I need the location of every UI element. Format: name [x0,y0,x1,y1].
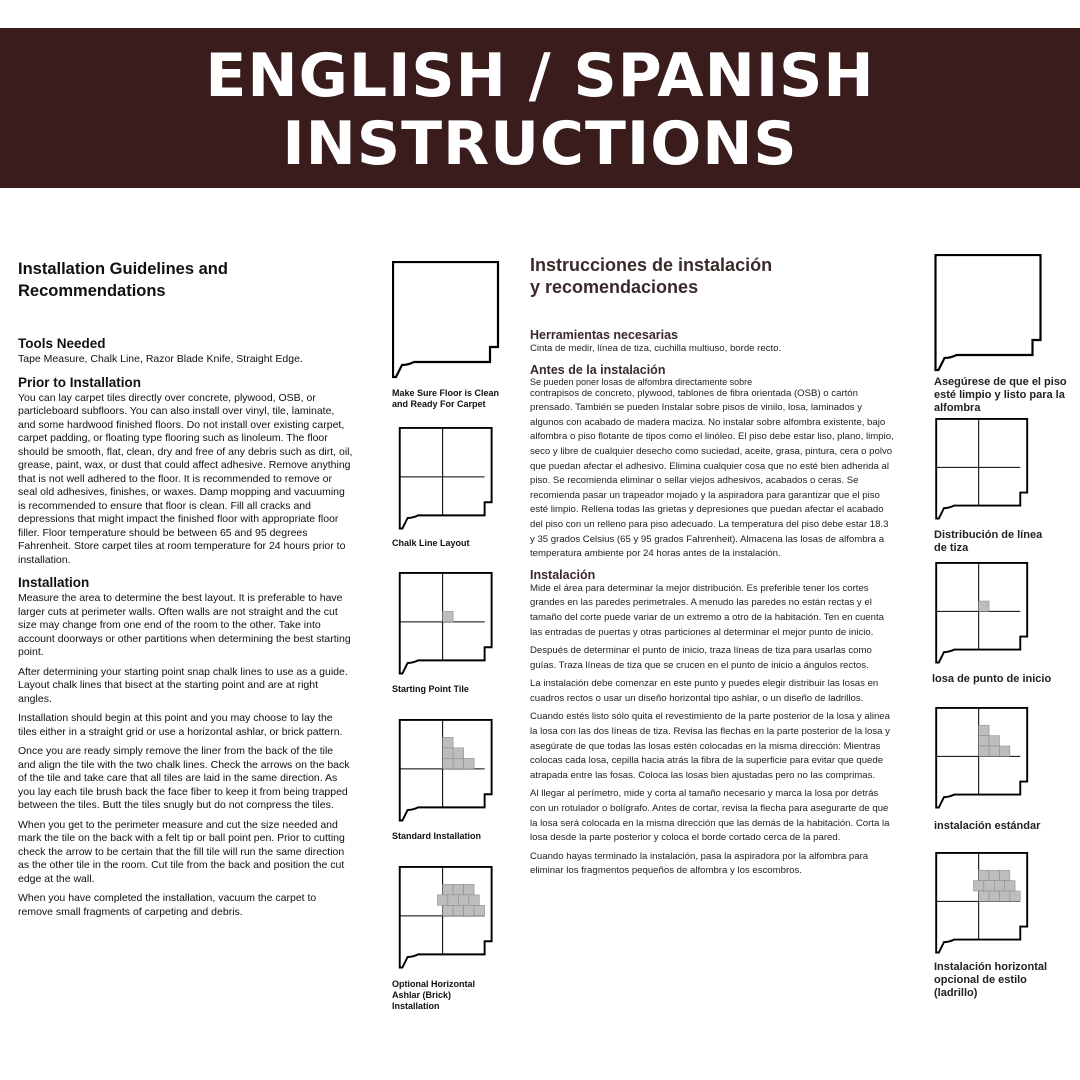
caption-starting-tile-en: Starting Point Tile [392,684,469,694]
herramientas-heading: Herramientas necesarias [530,328,679,342]
caption-ashlar-install-en [392,979,502,1012]
caption-clean-floor-es [934,376,1074,415]
diagram-chalk-line-en [392,427,502,532]
installation-paragraph-1: Measure the area to determine the best layout. It is preferable to have larger cuts at perimeter walls. Often walls are not straight and the cut size may change from one end of the room to the other. Take into account doorways or other partitions when determining the best starting point. [18,592,351,658]
instalacion-paragraph-3: La instalación debe comenzar en este punto y puedes elegir distribuir las losas en cuadros rectos o usar un diseño horizontal tipo ashlar, o un diseño de ladrillos. [530,678,879,704]
caption-clean-floor-es-l2: esté limpio y listo para la [934,389,1065,401]
caption-starting-tile-es: losa de punto de inicio [932,673,1052,685]
caption-ashlar-en-l1: Optional Horizontal [392,979,475,989]
caption-ashlar-en-l2: Ashlar (Brick) [392,990,452,1000]
caption-ashlar-es-l2: opcional de estilo [934,974,1027,986]
caption-clean-floor-es-l1: Asegúrese de que el piso [934,376,1067,388]
caption-chalk-line-es-l2: de tiza [934,542,969,554]
caption-clean-floor-en-l1: Make Sure Floor is Clean [392,388,500,398]
antes-body: contrapisos de concreto, plywood, tablones de fibra orientada (OSB) o cartón prensado. También se pueden Instalar sobre pisos de vinilo, losa, laminados y algunos con acabado de madera maciza. No instalar sobre alfombra existente, bajo alfombra o piso flotante de tipos como el linóleo. El piso debe estar liso, plano, limpio, seco y libre de cualquier desecho como suciedad, aceite, grasa, pintura, cera o polvo que puedan afectar el adhesivo. Elimina cualquier cosa que no esté bien adherida al piso. Se recomienda eliminar o sellar viejos adhesivos, acabados o ceras. Se recomienda pasar un trapeador mojado y la aspiradora para garantizar que el piso esté limpio. Rellena todas las grietas y depresiones que puedan afectar el acabado del piso con un relleno para piso adecuado. La temperatura del piso debe estar 18.3 y 35 grados Celsius (65 y 95 grados Fahrenheit). Almacena las losas de alfombra a temperatura ambiente por 24 horas antes de la instalación. [530,387,894,560]
instalacion-heading: Instalación [530,567,596,582]
spanish-title-line1: Instrucciones de instalación [530,255,773,275]
diagram-ashlar-install-en [392,866,502,971]
installation-paragraph-6: When you have completed the installation, vacuum the carpet to remove small fragments of carpeting and debris. [18,892,317,918]
caption-clean-floor-en-l2: and Ready For Carpet [392,399,486,409]
herramientas-text: Cinta de medir, línea de tiza, cuchilla multiuso, borde recto. [530,343,782,354]
instalacion-paragraph-4: Cuando estés listo sólo quita el revestimiento de la parte posterior de la losa y alinea la losa con las dos líneas de tiza. Revisa las flechas en la parte posterior de la losa y asegúrate de que todas las losas estén colocadas en la misma dirección: Mientras colocas cada losa, cepilla hacia atrás la fibra de la superficie para evitar que quede atrapada entre las fosas. Coloca las losas bien ajustadas pero no las comprimas. [530,711,890,781]
caption-ashlar-es-l3: (ladrillo) [934,987,978,999]
installation-paragraph-2: After determining your starting point snap chalk lines to use as a guide. Layout chalk lines that bisect at the starting point and are at right angles. [18,665,348,705]
tools-text: Tape Measure, Chalk Line, Razor Blade Knife, Straight Edge. [18,353,303,365]
caption-standard-install-en: Standard Installation [392,831,482,841]
caption-chalk-line-es [934,529,1074,555]
caption-clean-floor-es-l3: alfombra [934,402,981,414]
spanish-title-line2: y recomendaciones [530,277,699,297]
english-title [18,258,353,302]
english-title-line1: Installation Guidelines and [18,260,228,278]
diagram-clean-floor-es [932,254,1047,374]
banner-title-line2: INSTRUCTIONS [282,109,798,179]
diagram-chalk-line-es [932,418,1034,522]
diagram-starting-tile-en [392,572,502,677]
caption-chalk-line-en: Chalk Line Layout [392,538,470,548]
antes-text [530,377,895,562]
installation-heading: Installation [18,575,90,590]
instalacion-paragraph-1: Mide el área para determinar la mejor distribución. Es preferible tener los cortes grandes en las paredes perimetrales. A menudo las paredes no están rectas y el tamaño del corte puede variar de un extremo a otro de la habitación. Ten en cuenta las entradas de puertas y otras particiones al determinar el mejor punto de inicio. [530,582,884,638]
caption-clean-floor-en [392,388,502,410]
antes-heading: Antes de la instalación [530,362,666,377]
diagram-clean-floor-en [392,261,502,381]
instalacion-paragraph-5: Al llegar al perímetro, mide y corta al tamaño necesario y marca la losa por detrás con un rotulador o bolígrafo. Antes de cortar, revisa la flecha para asegurarte de que la losa será colocada en la misma dirección que las demás de la habitación. Corta la losa desde la parte posterior y coloca el borde cortado cerca de la pared. [530,788,890,844]
installation-paragraph-5: When you get to the perimeter measure and cut the size needed and mark the tile on the back with a felt tip or ball point pen. Prior to cutting check the arrow to be certain that the fill tile will run the same direction as the other tile in the room. Cut tile from the back and position the cut edge at the wall. [18,818,345,885]
caption-standard-install-es: instalación estándar [934,820,1041,832]
english-title-line2: Recommendations [18,282,166,300]
installation-paragraph-3: Installation should begin at this point and you may choose to lay the tiles either in a straight grid or use a horizontal ashlar, or brick pattern. [18,712,343,738]
english-instructions [18,258,353,925]
instalacion-paragraph-2: Después de determinar el punto de inicio, traza líneas de tiza para usarlas como guías. Traza líneas de tiza que se crucen en el punto de inicio a ángulos rectos. [530,645,872,671]
caption-ashlar-es-l1: Instalación horizontal [934,961,1048,973]
diagram-standard-install-es [932,707,1034,811]
diagram-ashlar-install-es [932,852,1034,956]
instalacion-paragraph-6: Cuando hayas terminado la instalación, pasa la aspiradora por la alfombra para eliminar los fragmentos pequeños de alfombra y los escombros. [530,850,869,877]
diagram-starting-tile-es [932,562,1034,666]
diagram-standard-install-en [392,719,502,824]
spanish-title [530,254,895,298]
prior-heading: Prior to Installation [18,374,142,390]
caption-chalk-line-es-l1: Distribución de línea [934,529,1043,541]
tools-heading: Tools Needed [18,336,106,351]
prior-text: You can lay carpet tiles directly over concrete, plywood, OSB, or particleboard subfloors. You can also install over vinyl, tile, laminate, and some hardwood finished floors. Do not install over existing carpet, carpet padding, or floating type flooring such as linoleum. The floor should be smooth, flat, clean, dry and free of any debris such as dirt, oil, grease, paint, wax, or dust that could affect adhesive. Remove anything that is not well adhered to the floor. It is recommended to remove or seal old adhesives, finishes, or waxes. Damp mopping and vacuuming is recommended to ensure that floor is clean. Fill all cracks and depressions that might impact the finished floor with appropriate floor filler. Floor temperature should be between 65 and 95 degrees Fahrenheit. Store carpet tiles at room temperature for 24 hours prior to installation. [18,391,353,566]
title-banner [0,28,1080,188]
installation-paragraph-4: Once you are ready simply remove the liner from the back of the tile and align the tile with the two chalk lines. Check the arrows on the back of the tile and take care that all tiles are laid in the same direction. As you lay each tile brush back the face fiber to keep it from being trapped between the tiles. Butt the tiles snugly but do not compress the tiles. [18,745,350,811]
antes-small-line: Se pueden poner losas de alfombra directamente sobre [530,376,753,387]
banner-title-line1: ENGLISH / SPANISH [205,41,875,111]
spanish-instructions [530,254,895,883]
caption-ashlar-install-es [934,961,1074,1000]
caption-ashlar-en-l3: Installation [392,1001,440,1011]
